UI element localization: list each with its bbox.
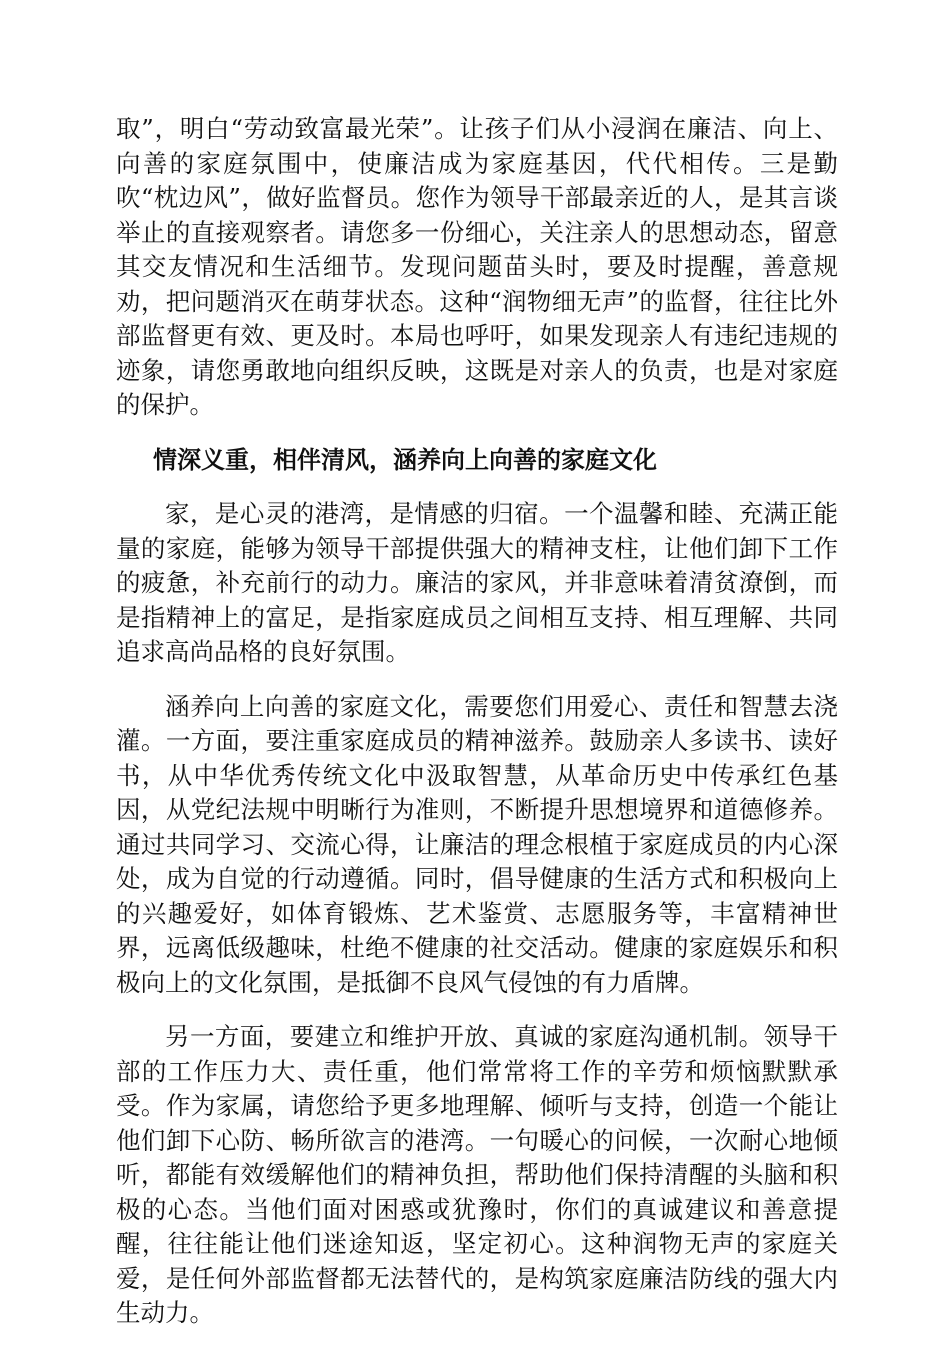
body-paragraph-1: 家，是心灵的港湾，是情感的归宿。一个温馨和睦、充满正能量的家庭，能够为领导干部提供强大的精神支柱，让他们卸下工作的疲惫，补充前行的动力。廉洁的家风，并非意味着清贫潦倒，而是指精神上的富足，是指家庭成员之间相互支持、相互理解、共同追求高尚品格的良好氛围。 bbox=[116, 499, 838, 666]
body-paragraph-2: 涵养向上向善的家庭文化，需要您们用爱心、责任和智慧去浇灌。一方面，要注重家庭成员的精神滋养。鼓励亲人多读书、读好书，从中华优秀传统文化中汲取智慧，从革命历史中传承红色基因，从党纪法规中明晰行为准则，不断提升思想境界和道德修养。通过共同学习、交流心得，让廉洁的理念根植于家庭成员的内心深处，成为自觉的行动遵循。同时，倡导健康的生活方式和积极向上的兴趣爱好，如体育锻炼、艺术鉴赏、志愿服务等，丰富精神世界，远离低级趣味，杜绝不健康的社交活动。健康的家庭娱乐和积极向上的文化氛围，是抵御不良风气侵蚀的有力盾牌。 bbox=[116, 691, 838, 997]
section-heading: 情深义重，相伴清风，涵养向上向善的家庭文化 bbox=[153, 445, 657, 474]
continued-paragraph: 取”，明白“劳动致富最光荣”。让孩子们从小浸润在廉洁、向上、向善的家庭氛围中，使廉洁成为家庭基因，代代相传。三是勤吹“枕边风”，做好监督员。您作为领导干部最亲近的人，是其言谈举止的直接观察者。请您多一份细心，关注亲人的思想动态，留意其交友情况和生活细节。发现问题苗头时，要及时提醒，善意规劝，把问题消灭在萌芽状态。这种“润物细无声”的监督，往往比外部监督更有效、更及时。本局也呼吁，如果发现亲人有违纪违规的迹象，请您勇敢地向组织反映，这既是对亲人的负责，也是对家庭的保护。 bbox=[116, 114, 838, 419]
body-paragraph-3: 另一方面，要建立和维护开放、真诚的家庭沟通机制。领导干部的工作压力大、责任重，他们常常将工作的辛劳和烦恼默默承受。作为家属，请您给予更多地理解、倾听与支持，创造一个能让他们卸下心防、畅所欲言的港湾。一句暖心的问候，一次耐心地倾听，都能有效缓解他们的精神负担，帮助他们保持清醒的头脑和积极的心态。当他们面对困惑或犹豫时，你们的真诚建议和善意提醒，往往能让他们迷途知返，坚定初心。这种润物无声的家庭关爱，是任何外部监督都无法替代的，是构筑家庭廉洁防线的强大内生动力。 bbox=[116, 1022, 838, 1327]
document-body bbox=[116, 112, 838, 1351]
